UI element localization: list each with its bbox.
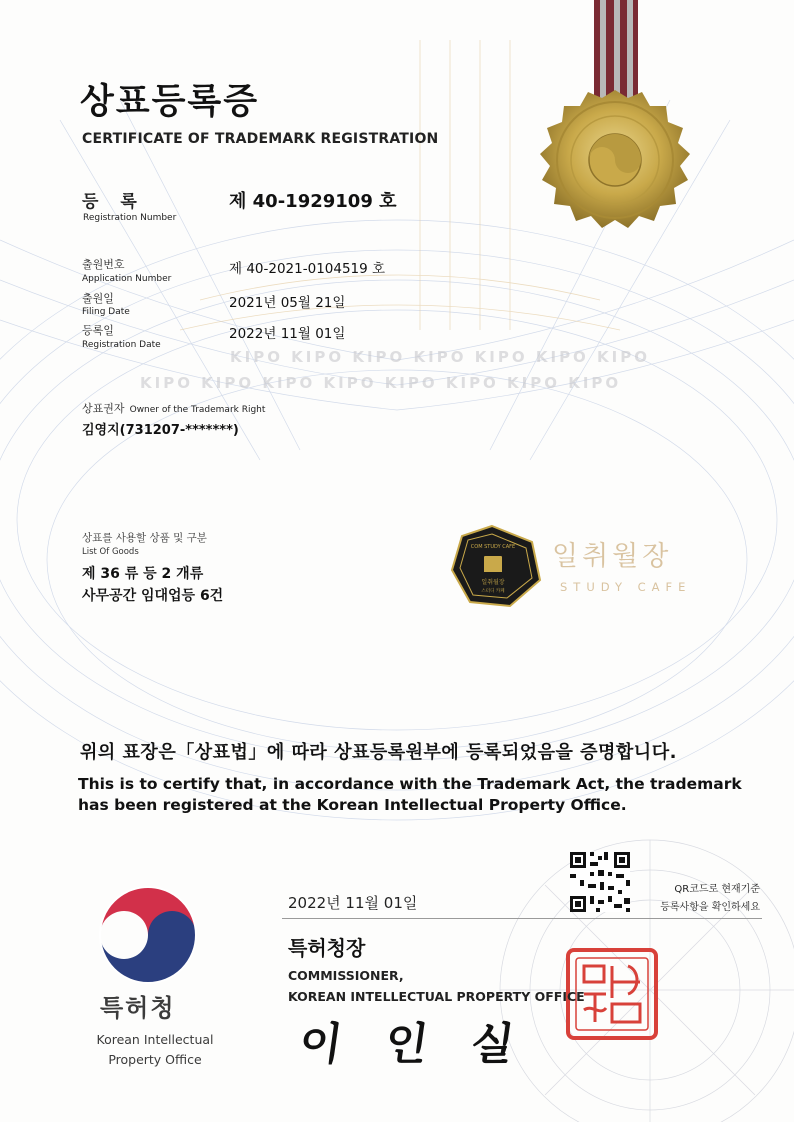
goods-label-english: List Of Goods bbox=[82, 547, 139, 557]
certification-statement-english-line2: has been registered at the Korean Intellectual Property Office. bbox=[78, 796, 627, 814]
owner-name-value: 김영지(731207-*******) bbox=[82, 423, 239, 438]
qr-code-icon bbox=[570, 852, 630, 912]
owner-label-korean: 상표권자 bbox=[82, 402, 125, 415]
issue-date: 2022년 11월 01일 bbox=[288, 894, 418, 912]
qr-note-line1: QR코드로 현재기준 bbox=[674, 884, 760, 895]
goods-class-value: 제 36 류 등 2 개류 bbox=[82, 566, 204, 582]
office-name-korean: 특허청 bbox=[100, 994, 176, 1022]
trademark-name-english: STUDY CAFE bbox=[560, 580, 692, 594]
qr-note bbox=[640, 880, 760, 913]
certificate-title-korean: 상표등록증 bbox=[80, 82, 260, 122]
date-divider bbox=[282, 918, 762, 919]
goods-description-value: 사무공간 임대업등 6건 bbox=[82, 588, 224, 604]
filing-date-value: 2021년 05월 21일 bbox=[229, 295, 346, 311]
registration-date-value: 2022년 11월 01일 bbox=[229, 326, 346, 342]
commissioner-title-english-line2: KOREAN INTELLECTUAL PROPERTY OFFICE bbox=[288, 989, 585, 1004]
application-label-english: Application Number bbox=[82, 274, 172, 284]
owner-label-english: Owner of the Trademark Right bbox=[129, 405, 266, 415]
svg-text:스터디 카페: 스터디 카페 bbox=[481, 589, 505, 594]
filing-date-label-english: Filing Date bbox=[82, 307, 130, 317]
application-label-korean: 출원번호 bbox=[82, 258, 125, 271]
certificate-title-english: CERTIFICATE OF TRADEMARK REGISTRATION bbox=[82, 131, 439, 147]
trademark-badge-icon bbox=[452, 526, 540, 606]
trademark-name-korean: 일취월장 bbox=[552, 541, 673, 572]
goods-label-korean: 상표를 사용할 상품 및 구분 bbox=[82, 532, 207, 544]
registration-date-label-english: Registration Date bbox=[82, 340, 161, 350]
svg-text:COM STUDY CAFE: COM STUDY CAFE bbox=[470, 544, 516, 550]
svg-text:일취월장: 일취월장 bbox=[481, 579, 505, 586]
registration-date-label-korean: 등록일 bbox=[82, 324, 114, 337]
registration-label-korean: 등 록 bbox=[82, 192, 145, 212]
kipo-taegeuk-logo-icon bbox=[100, 887, 196, 983]
filing-date-label-korean: 출원일 bbox=[82, 292, 114, 305]
registration-number-value: 제 40-1929109 호 bbox=[229, 191, 397, 212]
application-number-value: 제 40-2021-0104519 호 bbox=[229, 261, 386, 277]
commissioner-title-korean: 특허청장 bbox=[288, 936, 366, 960]
svg-text:KIPO KIPO KIPO KIPO KIPO KIPO: KIPO KIPO KIPO KIPO KIPO KIPO KIPO bbox=[230, 348, 650, 366]
commissioner-signature: 이 인 실 bbox=[295, 1019, 532, 1070]
registration-label-english: Registration Number bbox=[83, 213, 177, 223]
svg-text:KIPO KIPO KIPO KIPO KIPO KIPO: KIPO KIPO KIPO KIPO KIPO KIPO KIPO KIPO bbox=[140, 374, 622, 392]
owner-label bbox=[82, 397, 265, 416]
office-name-english: Korean Intellectual Property Office bbox=[96, 1032, 214, 1067]
certification-statement-korean: 위의 표장은「상표법」에 따라 상표등록원부에 등록되었음을 증명합니다. bbox=[80, 742, 677, 763]
gold-seal-icon bbox=[540, 90, 690, 228]
commissioner-title-english-line1: COMMISSIONER, bbox=[288, 968, 404, 983]
certification-statement-english-line1: This is to certify that, in accordance with the Trademark Act, the trademark bbox=[78, 775, 742, 793]
qr-note-line2: 등록사항을 확인하세요 bbox=[660, 902, 760, 913]
